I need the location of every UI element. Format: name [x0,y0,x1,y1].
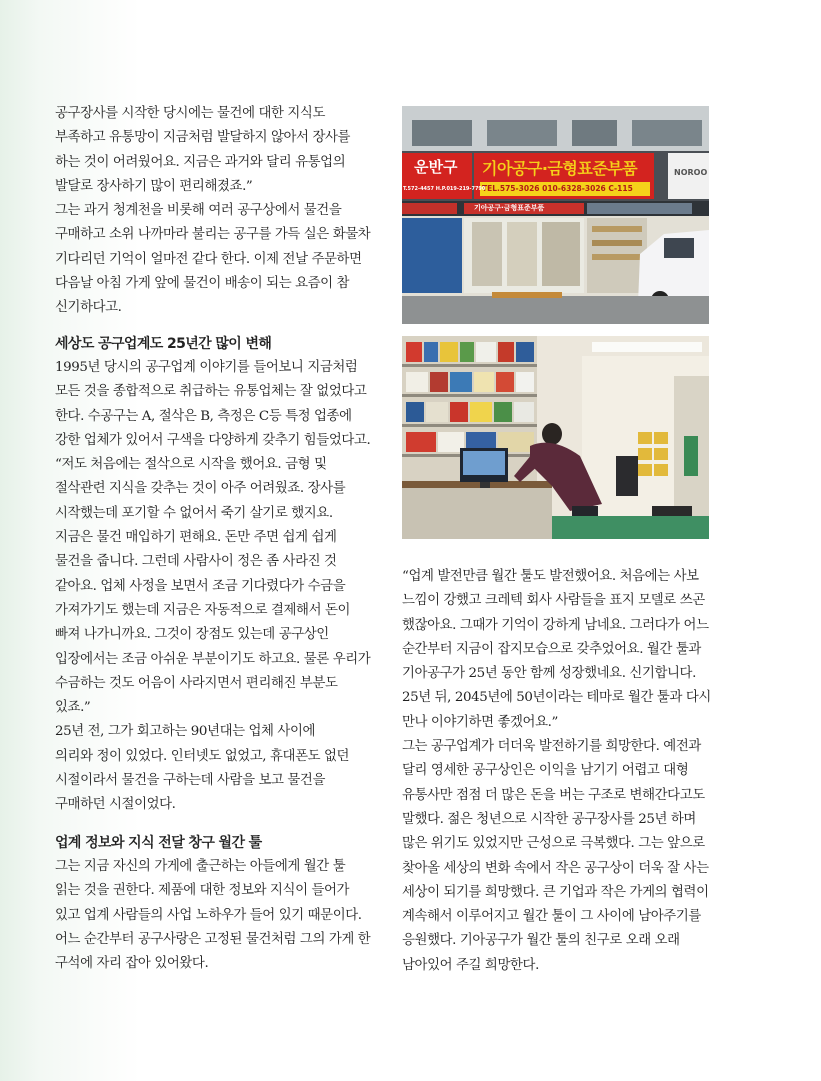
section-1-line: 한다. 수공구는 A, 절삭은 B, 측정은 C등 특정 업종에 [55,408,352,424]
intro-line: 신기하다고. [55,300,122,316]
section-1-line: 가져가기도 했는데 지금은 자동적으로 결제해서 돈이 [55,602,351,618]
section-1-paragraph [55,356,380,818]
intro-line: 공구장사를 시작한 당시에는 물건에 대한 지식도 [55,106,325,121]
section-1-line: 입장에서는 조금 아쉬운 부분이기도 하고요. 물론 우리가 [55,651,371,667]
store-sign-left-phone: T.572-4457 H.P.019-219-7790 [403,186,486,192]
intro-line: 구매하고 소위 나까마라 불리는 공구를 가득 실은 화물차 [55,227,371,243]
right-line: 찾아올 세상의 변화 속에서 작은 공구상이 더욱 잘 사는 [402,860,709,876]
right-paragraph [402,565,717,978]
interior-illustration [402,336,709,539]
section-1-line: 물건을 줍니다. 그런데 사람사이 정은 좀 사라진 것 [55,554,337,570]
section-2-line: 구석에 자리 잡아 있어왔다. [55,956,209,972]
section-1-line: 절삭관련 지식을 갖추는 것이 아주 어려웠죠. 장사를 [55,481,346,497]
right-line: 25년 뒤, 2045년에 50년이라는 테마로 월간 툴과 다시 [402,690,711,706]
right-line: 세상이 되기를 희망했다. 큰 기업과 작은 가게의 협력이 [402,884,709,900]
section-1-line: 시절이라서 물건을 구하는데 사람을 보고 물건을 [55,773,325,789]
section-heading-1: 세상도 공구업계도 25년간 많이 변해 [55,335,272,352]
intro-paragraph [55,102,380,321]
right-line: 만나 이야기하면 좋겠어요.” [402,714,558,730]
store-sign-right: NOROO [674,168,708,177]
store-sign-main: 기아공구·금형표준부품 [482,159,638,178]
intro-line: 기다리던 기억이 얼마전 같다 한다. 이제 전날 주문하면 [55,251,362,267]
right-line: 그는 공구업계가 더더욱 발전하기를 희망한다. 예전과 [402,739,701,755]
storefront-photo [402,106,709,324]
section-heading-2: 업계 정보와 지식 전달 창구 월간 툴 [55,834,262,851]
section-2-line: 읽는 것을 권한다. 제품에 대한 정보와 지식이 들어가 [55,883,350,899]
section-1-line: 시작했는데 포기할 수 없어서 죽기 살기로 했지요. [55,505,333,521]
right-line: “업계 발전만큼 월간 툴도 발전했어요. 처음에는 사보 [402,569,699,584]
intro-line: 그는 과거 청계천을 비롯해 여러 공구상에서 물건을 [55,203,342,219]
section-2-line: 있고 업계 사람들의 사업 노하우가 들어 있기 때문이다. [55,907,362,923]
right-line: 말했다. 젊은 청년으로 시작한 공구장사를 25년 하며 [402,811,696,827]
section-1-line: 모든 것을 종합적으로 취급하는 유통업체는 잘 없었다고 [55,384,367,400]
right-line: 남아있어 주길 희망한다. [402,957,539,973]
right-line: 유통사만 점점 더 많은 돈을 버는 구조로 변해간다고도 [402,787,705,803]
section-1-line: 있죠.” [55,700,91,716]
intro-line: 다음날 아침 가게 앞에 물건이 배송이 되는 요즘이 참 [55,276,350,292]
section-1-line: 빠져 나가니까요. 그것이 장점도 있는데 공구상인 [55,627,329,643]
intro-line: 부족하고 유통망이 지금처럼 발달하지 않아서 장사를 [55,130,351,146]
right-line: 기아공구가 25년 동안 함께 성장했네요. 신기합니다. [402,666,696,682]
right-line: 순간부터 지금이 잡지모습으로 갖추었어요. 월간 툴과 [402,641,701,657]
right-line: 했잖아요. 그때가 기억이 강하게 남네요. 그러다가 어느 [402,617,709,633]
section-2-line: 그는 지금 자신의 가게에 출근하는 아들에게 월간 툴 [55,858,346,874]
section-1-line: 의리와 정이 있었다. 인터넷도 없었고, 휴대폰도 없던 [55,748,350,764]
store-sign-phone: TEL.575-3026 010-6328-3026 C-115 [482,184,633,193]
section-1-line: 25년 전, 그가 회고하는 90년대는 업체 사이에 [55,724,316,740]
section-2-paragraph [55,855,380,976]
section-1-line: “저도 처음에는 절삭으로 시작을 했어요. 금형 및 [55,457,327,473]
right-line: 계속해서 이루어지고 월간 툴이 그 사이에 남아주기를 [402,909,701,925]
section-1-line: 구매하던 시절이었다. [55,797,176,813]
right-line: 많은 위기도 있었지만 근성으로 극복했다. 그는 앞으로 [402,836,705,852]
store-awning-text: 기아공구·금형표준부품 [474,204,545,212]
right-column [402,565,717,978]
storefront-illustration [402,106,709,324]
intro-line: 하는 것이 어려웠어요. 지금은 과거와 달리 유통업의 [55,154,346,170]
intro-line: 발달로 장사하기 많이 편리해졌죠.” [55,178,253,194]
left-column [55,102,380,976]
right-line: 응원했다. 기아공구가 월간 툴의 친구로 오래 오래 [402,933,680,949]
section-1-line: 같아요. 업체 사정을 보면서 조금 기다렸다가 수금을 [55,578,346,594]
right-line: 느낌이 강했고 크레텍 회사 사람들을 표지 모델로 쓰곤 [402,593,705,609]
right-line: 달리 영세한 공구상인은 이익을 남기기 어렵고 대형 [402,763,689,779]
store-sign-left: 운반구 [414,158,458,176]
section-1-line: 1995년 당시의 공구업계 이야기를 들어보니 지금처럼 [55,359,358,375]
section-1-line: 강한 업체가 있어서 구색을 다양하게 갖추기 힘들었다고. [55,432,371,448]
shop-interior-photo [402,336,709,539]
section-2-line: 어느 순간부터 공구사랑은 고정된 물건처럼 그의 가게 한 [55,931,371,947]
section-1-line: 지금은 물건 매입하기 편해요. 돈만 주면 쉽게 쉽게 [55,530,337,546]
section-1-line: 수금하는 것도 어음이 사라지면서 편리해진 부분도 [55,675,338,691]
